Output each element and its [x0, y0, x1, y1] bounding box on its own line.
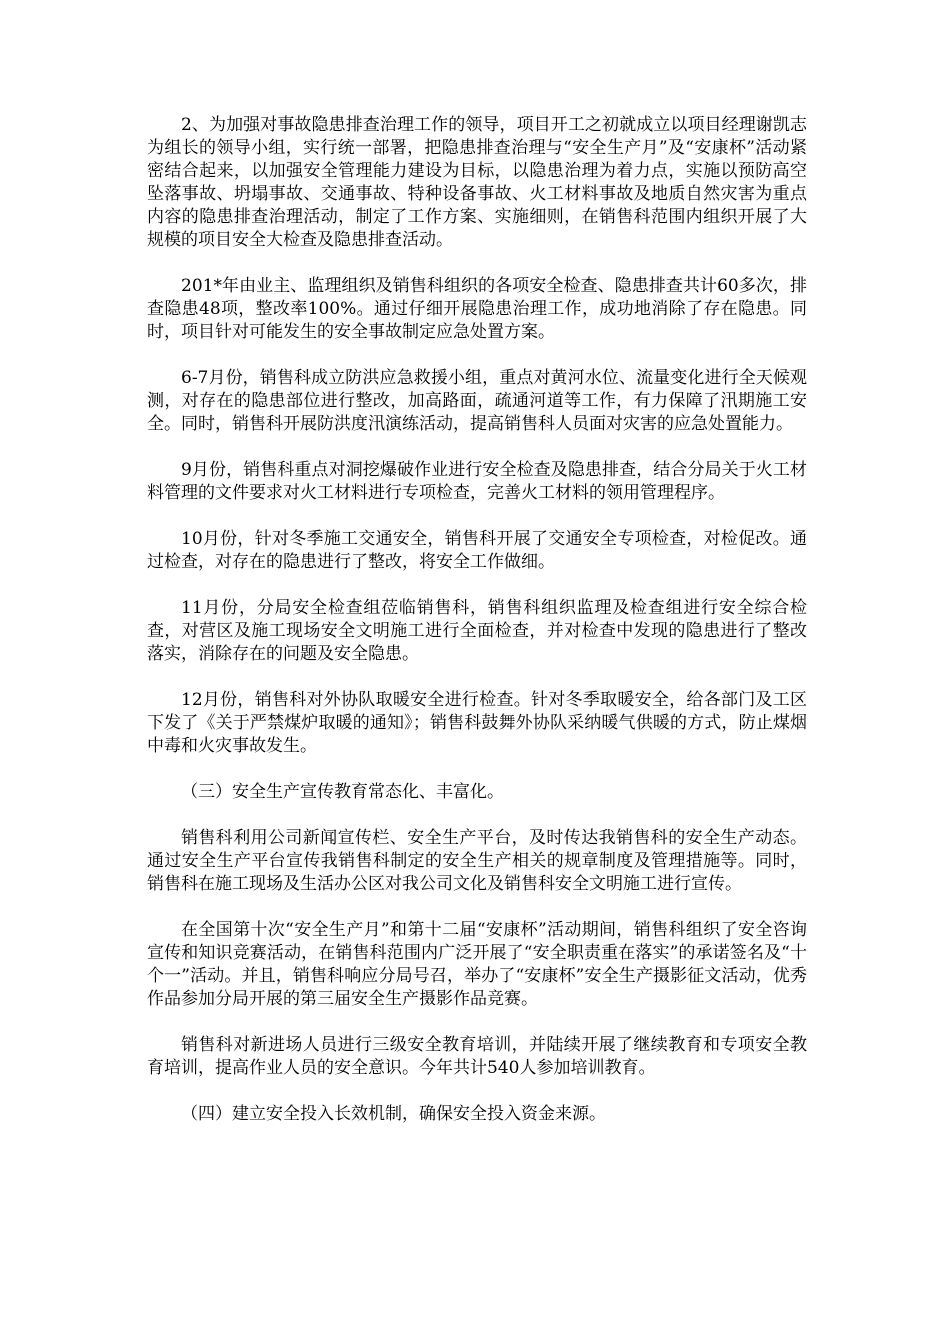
paragraph-november: 11月份，分局安全检查组莅临销售科，销售科组织监理及检查组进行安全综合检查，对营区及施工现场安全文明施工进行全面检查，并对检查中发现的隐患进行了整改落实，消除存在的问题及安全隐患。 [147, 598, 807, 664]
document-body [147, 114, 807, 1149]
paragraph-inspection-stats: 201*年由业主、监理组织及销售科组织的各项安全检查、隐患排查共计60多次，排查隐患48项，整改率100%。通过仔细开展隐患治理工作，成功地消除了存在隐患。同时，项目针对可能发生的安全事故制定应急处置方案。 [147, 276, 807, 342]
paragraph-publicity: 销售科利用公司新闻宣传栏、安全生产平台，及时传达我销售科的安全生产动态。通过安全生产平台宣传我销售科制定的安全生产相关的规章制度及管理措施等。同时，销售科在施工现场及生活办公区对我公司文化及销售科安全文明施工进行宣传。 [147, 828, 807, 894]
paragraph-december: 12月份，销售科对外协队取暖安全进行检查。针对冬季取暖安全，给各部门及工区下发了《关于严禁煤炉取暖的通知》；销售科鼓舞外协队采纳暖气供暖的方式，防止煤烟中毒和火灾事故发生。 [147, 690, 807, 756]
paragraph-hazard-leadership: 2、为加强对事故隐患排查治理工作的领导，项目开工之初就成立以项目经理谢凯志为组长的领导小组，实行统一部署，把隐患排查治理与“安全生产月”及“安康杯”活动紧密结合起来，以加强安全管理能力建设为目标，以隐患治理为着力点，实施以预防高空坠落事故、坍塌事故、交通事故、特种设备事故、火工材料事故及地质自然灾害为重点内容的隐患排查治理活动，制定了工作方案、实施细则，在销售科范围内组织开展了大规模的项目安全大检查及隐患排查活动。 [147, 115, 807, 250]
paragraph-october: 10月份，针对冬季施工交通安全，销售科开展了交通安全专项检查，对检促改。通过检查，对存在的隐患进行了整改，将安全工作做细。 [147, 529, 807, 572]
paragraph-june-july: 6-7月份，销售科成立防洪应急救援小组，重点对黄河水位、流量变化进行全天候观测，对存在的隐患部位进行整改，加高路面，疏通河道等工作，有力保障了汛期施工安全。同时，销售科开展防洪度汛演练活动，提高销售科人员面对灾害的应急处置能力。 [147, 368, 807, 434]
paragraph-safety-month: 在全国第十次“安全生产月”和第十二届“安康杯”活动期间，销售科组织了安全咨询宣传和知识竞赛活动，在销售科范围内广泛开展了“安全职责重在落实”的承诺签名及“十个一”活动。并且，销售科响应分局号召，举办了“安康杯”安全生产摄影征文活动，优秀作品参加分局开展的第三届安全生产摄影作品竞赛。 [147, 920, 807, 1009]
section-heading-investment: （四）建立安全投入长效机制，确保安全投入资金来源。 [181, 1104, 606, 1124]
paragraph-training: 销售科对新进场人员进行三级安全教育培训，并陆续开展了继续教育和专项安全教育培训，提高作业人员的安全意识。今年共计540人参加培训教育。 [147, 1035, 807, 1078]
section-heading-education: （三）安全生产宣传教育常态化、丰富化。 [181, 782, 504, 802]
paragraph-september: 9月份，销售科重点对洞挖爆破作业进行安全检查及隐患排查，结合分局关于火工材料管理的文件要求对火工材料进行专项检查，完善火工材料的领用管理程序。 [147, 460, 807, 503]
